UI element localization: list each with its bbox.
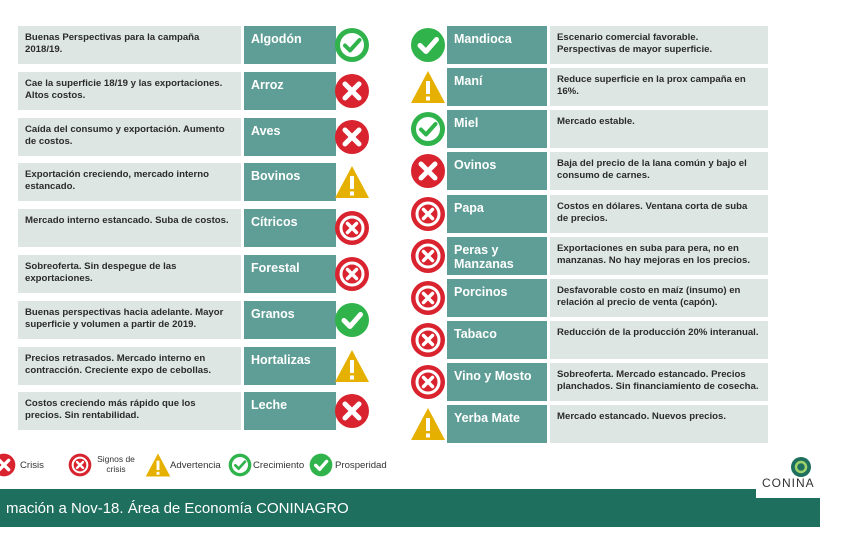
left-row-label: Leche	[244, 392, 336, 430]
left-row-label: Bovinos	[244, 163, 336, 201]
legend-prosperidad-label: Prosperidad	[335, 460, 387, 471]
signos-crisis-icon	[334, 256, 370, 292]
right-row-label: Tabaco	[447, 321, 547, 359]
logo-icon	[790, 456, 812, 478]
left-row-description: Precios retrasados. Mercado interno en contracción. Creciente expo de cebollas.	[18, 347, 241, 385]
warning-icon	[334, 348, 370, 384]
prosperity-icon	[334, 302, 370, 338]
right-row-label: Peras y Manzanas	[447, 237, 547, 275]
growth-icon	[410, 111, 446, 147]
signos-crisis-icon	[410, 364, 446, 400]
footer-text: mación a Nov-18. Área de Economía CONINAGRO	[6, 500, 349, 517]
crisis-icon	[0, 453, 16, 477]
crisis-icon	[334, 73, 370, 109]
footer-bar	[0, 489, 820, 527]
right-row-label: Papa	[447, 195, 547, 233]
right-row-label: Porcinos	[447, 279, 547, 317]
crisis-icon	[334, 393, 370, 429]
right-row-label: Maní	[447, 68, 547, 106]
signos-crisis-icon	[410, 196, 446, 232]
warning-icon	[145, 452, 171, 478]
left-row-description: Costos creciendo más rápido que los precios. Sin rentabilidad.	[18, 392, 241, 430]
growth-icon	[334, 27, 370, 63]
logo-text: CONINA	[762, 476, 815, 490]
right-row-description: Desfavorable costo en maíz (insumo) en relación al precio de venta (capón).	[550, 279, 768, 317]
legend-signos-label: Signos de crisis	[97, 454, 135, 474]
crisis-icon	[410, 153, 446, 189]
warning-icon	[334, 164, 370, 200]
signos-crisis-icon	[410, 322, 446, 358]
left-row-description: Caída del consumo y exportación. Aumento de costos.	[18, 118, 241, 156]
warning-icon	[410, 406, 446, 442]
legend-crecimiento-label: Crecimiento	[253, 460, 305, 471]
left-row-label: Aves	[244, 118, 336, 156]
signos-crisis-icon	[410, 238, 446, 274]
left-row-label: Algodón	[244, 26, 336, 64]
right-row-label: Vino y Mosto	[447, 363, 547, 401]
left-row-label: Cítricos	[244, 209, 336, 247]
right-row-description: Baja del precio de la lana común y bajo el consumo de carnes.	[550, 152, 768, 190]
right-row-description: Reduce superficie en la prox campaña en 16%.	[550, 68, 768, 106]
prosperity-icon	[410, 27, 446, 63]
right-row-label: Miel	[447, 110, 547, 148]
prosperity-icon	[309, 453, 333, 477]
logo	[756, 448, 826, 498]
left-row-description: Mercado interno estancado. Suba de costos.	[18, 209, 241, 247]
left-row-description: Buenas Perspectivas para la campaña 2018/19.	[18, 26, 241, 64]
left-row-description: Cae la superficie 18/19 y las exportaciones. Altos costos.	[18, 72, 241, 110]
left-row-label: Arroz	[244, 72, 336, 110]
right-row-description: Exportaciones en suba para pera, no en manzanas. No hay mejoras en los precios.	[550, 237, 768, 275]
right-row-description: Mercado estancado. Nuevos precios.	[550, 405, 768, 443]
left-row-label: Hortalizas	[244, 347, 336, 385]
right-row-description: Sobreoferta. Mercado estancado. Precios planchados. Sin financiamiento de cosecha.	[550, 363, 768, 401]
legend-crisis-label: Crisis	[20, 460, 44, 471]
signos-crisis-icon	[410, 280, 446, 316]
left-row-description: Sobreoferta. Sin despegue de las exportaciones.	[18, 255, 241, 293]
left-row-label: Forestal	[244, 255, 336, 293]
left-row-description: Exportación creciendo, mercado interno estancado.	[18, 163, 241, 201]
legend-advertencia-label: Advertencia	[170, 460, 221, 471]
right-row-description: Costos en dólares. Ventana corta de suba de precios.	[550, 195, 768, 233]
growth-icon	[228, 453, 252, 477]
left-row-description: Buenas perspectivas hacia adelante. Mayor superficie y volumen a partir de 2019.	[18, 301, 241, 339]
right-row-label: Yerba Mate	[447, 405, 547, 443]
crisis-icon	[334, 119, 370, 155]
left-row-label: Granos	[244, 301, 336, 339]
right-row-label: Mandioca	[447, 26, 547, 64]
right-row-description: Mercado estable.	[550, 110, 768, 148]
warning-icon	[410, 69, 446, 105]
right-row-label: Ovinos	[447, 152, 547, 190]
signos-crisis-icon	[334, 210, 370, 246]
right-row-description: Escenario comercial favorable. Perspectivas de mayor superficie.	[550, 26, 768, 64]
signos-crisis-icon	[68, 453, 92, 477]
right-row-description: Reducción de la producción 20% interanual.	[550, 321, 768, 359]
